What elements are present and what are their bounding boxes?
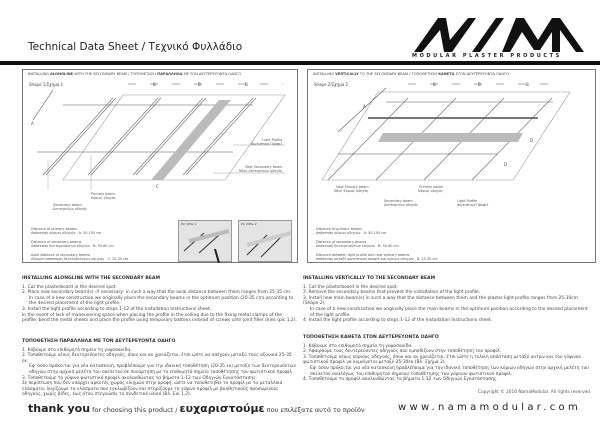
shape-label: Shape 1/Σχήμα 1 xyxy=(29,82,64,87)
copyright: Copyright © 2016 NamaModular. All rights reserved xyxy=(478,390,590,395)
shape-label: Shape 2/Σχήμα 2 xyxy=(314,82,349,87)
label-primary-beam: Primary beam Κύριος οδηγός xyxy=(418,185,443,193)
dim-b: B xyxy=(526,82,529,87)
dim-b: B xyxy=(433,82,436,87)
step: 1. Cut the plasterboard in the desired spot. xyxy=(22,284,117,290)
step: 2. Remove the secondary beams that prevent the installation of the light profile. xyxy=(303,290,481,296)
step: 2. Place new secondary beam(s) -if necessary- in such a way that the axial distance between them ranges from 25-35 cm. xyxy=(22,290,292,296)
instructions-alongline xyxy=(22,276,298,324)
note: In the event of lack of maneuvering space when placing the profile in the ceiling due to the fixing metal clamps of the profile, bend the metal sheets and place the profile using temporary battens instead of screws until joint filler dries (pic 1,2). xyxy=(22,312,297,324)
dim-c: C xyxy=(156,184,159,189)
label-light-profile: Light Profile Φωτιστικό Προφίλ xyxy=(251,138,283,146)
distance-c: Axial distance of secondary beams Αξονική απόσταση δευτερευόντων οδηγών C: 25-35 cm xyxy=(31,253,129,261)
step: 4. Install the light profile according to steps 1-12 of the Installation Instructions sheet. xyxy=(303,318,493,324)
pic-1: Pic 1/Εικ 1 xyxy=(178,220,232,262)
dim-b: B xyxy=(153,82,156,87)
panel-title: INSTALLING VERTICALLY TO THE SECONDARY BEAM / ΤΟΠΟΘΕΤΗΣΗ ΚΑΘΕΤΑ ΣΤΟΝ ΔΕΥΤΕΡΕΥΟΝΤΑ ΟΔΗΓΟ xyxy=(313,72,509,76)
step: 1. Cut the plasterboard in the desired spot. xyxy=(303,284,398,290)
panel-title: INSTALLING ALONGLINE WITH THE SECONDARY BEAM / ΤΟΠΟΘΕΤΗΣΗ ΠΑΡΑΛΛΗΛΑ ΜΕ ΤΟΝ ΔΕΥΤΕΡΕΥΟΝΤΑ ΟΔΗΓΟ xyxy=(28,72,242,76)
step: 3. Install the light profile according to steps 1-12 of the Installation Instructions sheet. xyxy=(22,306,212,312)
section-heading: ΤΟΠΟΘΕΤΗΣΗ ΠΑΡΑΛΛΗΛΑ ΜΕ ΤΟΝ ΔΕΥΤΕΡΕΥΟΝΤΑ ΟΔΗΓΟ xyxy=(22,339,176,344)
note: Σε περίπτωση που δεν υπάρχει αρκετός χώρος ελιγμών στην οροφή, ώστε να τοποθετηθεί το προφίλ με τα μεταλλικά ελάσματα, λυγίζουμε τα ελάσματα που εγκλωβίζουν και στηρίζουμε το γύψινο προφίλ με βοηθητικούς προσωρινούς οδηγούς, χωρίς βίδες, έως ότου στεγνώσει το συνδετικό υλικό (Βλ. Εικ 1,2). xyxy=(22,381,283,398)
label-secondary-beam: Secondary beam Δευτερεύων οδηγός xyxy=(384,199,419,207)
step: 3. Τοποθετούμε νέους κύριους οδηγούς, όπου και αν χρειάζεται, έτσι ώστε η τελική απόσταση μεταξύ αυτών και του γύψινου φωτιστικού προφίλ να κυμαίνεται μεταξύ 25-30εκ (Βλ. Σχήμα 2). xyxy=(303,354,582,366)
ceiling-diagram-2 xyxy=(308,80,597,190)
dim-b: B xyxy=(478,82,481,87)
website-link[interactable]: www.namamodular.com xyxy=(398,402,582,413)
distance-a: Distance of primary beams Απόσταση κύριων οδηγών A: 50-100 cm xyxy=(316,227,387,235)
dim-d: D xyxy=(530,138,534,143)
label-new-secondary-beam: New Secondary beam Νέος δευτερεύων οδηγός xyxy=(239,165,283,173)
instructions-vertical-greek xyxy=(303,335,593,383)
dim-b: B xyxy=(198,82,201,87)
distance-d: Distance between light profile and new primary beams Απόσταση μεταξύ φωτιστικού προφίλ και κύριων οδηγών D: 25-30 cm xyxy=(316,253,438,261)
step: 2. Τοποθετούμε νέους δευτερεύοντες οδηγούς, όπου και αν χρειάζεται, έτσι ώστε να απέχουν μεταξύ τους αξονικά 25-35 εκ. xyxy=(22,353,292,364)
instructions-vertical xyxy=(303,276,593,324)
diagram-panel-alongline xyxy=(22,69,298,263)
step: 1. Κόβουμε στο επιθυμητό σημείο τη γυψοσανίδα. xyxy=(303,343,413,349)
label-secondary-beam: Secondary beam Δευτερεύων οδηγός xyxy=(53,203,88,211)
dim-a: A xyxy=(31,121,34,126)
step: 2. Αφαιρούμε τους δευτερεύοντες οδηγούς που εμποδίζουν στην τοποθέτηση του προφίλ. xyxy=(303,349,502,355)
step-note: Εφ' όσον πρόκειται για νέα κατασκευή, προβλέπουμε για την ιδανική τοποθέτηση (20-35 εκ) μεταξύ των δευτερευόντων οδηγών στην αρχική μελέτη του σκελετού σε συνάρτηση με το επιθυμητό σημείο τοποθέτησης του φωτιστικού προφίλ. xyxy=(29,364,296,375)
step-note: In case of a new construction we originally place the main beams in the optimum position according to the desired placement of the light profile. xyxy=(310,306,588,318)
dim-d: D xyxy=(504,162,508,167)
instructions-alongline-greek xyxy=(22,339,298,398)
document-title: Technical Data Sheet / Τεχνικό Φυλλάδιο xyxy=(28,41,243,53)
dim-a: A xyxy=(363,104,366,109)
section-heading: INSTALLING VERTICALLY TO THE SECONDARY BEAM xyxy=(303,276,436,281)
step: 3. Install new main beam(s) in such a way that the distance between them and the plaster light profile ranges from 25-30cm (Shape 2). xyxy=(303,295,578,307)
pic-2: Pic 2/Εικ 2 xyxy=(238,220,292,262)
distance-b: Distance of secondary beams Απόσταση δευτερευόντων οδηγών B: 50-60 cm xyxy=(31,240,114,248)
label-primary-beam: Primary beam Κύριος οδηγός xyxy=(91,192,116,200)
section-heading: INSTALLING ALONGLINE WITH THE SECONDARY BEAM xyxy=(22,276,161,281)
ceiling-diagram-1 xyxy=(23,80,299,190)
step: 3. Τοποθετούμε το γύψινο φωτιστικό προφίλ ακολουθώντας τα βήματα 1-12 των Οδηγιών Εγκατάστασης. xyxy=(22,375,258,381)
logo-subtitle: MODULAR PLASTER PRODUCTS xyxy=(412,53,562,59)
distance-a: Distance of primary beams Απόσταση κύριων οδηγών A: 50-100 cm xyxy=(31,227,102,235)
step: 4. Τοποθετούμε το προφίλ ακολουθώντας τα βήματα 1-12 των Οδηγιών Εγκατάστασης. xyxy=(303,377,498,383)
step-note: In case of a new construction we originally place the secondary beams in the optimum position (20-35 cm) according to the desired placement of the light profile. xyxy=(29,295,294,307)
distance-b: Distance of secondary beams Απόσταση δευτερευόντων οδηγών B: 50-60 cm xyxy=(316,240,399,248)
thank-you-line: thank you for choosing this product / ευχαριστούμε που επιλέξατε αυτό το προϊόν xyxy=(28,402,365,415)
diagram-panel-vertical xyxy=(307,69,596,263)
step-note: Εφ' όσον πρόκειται για νέα κατασκευή προβλέπουμε για την ιδανική τοποθέτηση των κύριων οδηγών στην αρχική μελέτη του σκελετού αναλόγως του επιθυμητού σημείου τοποθέτησης του γύψινου φωτιστικού προφίλ. xyxy=(310,365,589,377)
dim-b: B xyxy=(245,82,248,87)
step: 1. Κόβουμε στο επιθυμητό σημείο τη γυψοσανίδα. xyxy=(22,347,132,353)
section-heading: ΤΟΠΟΘΕΤΗΣΗ ΚΑΘΕΤΑ ΣΤΟΝ ΔΕΥΤΕΡΕΥΟΝΤΑ ΟΔΗΓΟ xyxy=(303,335,439,340)
label-new-primary-beam: New Primary beam Νέος Κύριος οδηγός xyxy=(334,185,369,193)
header-divider xyxy=(0,61,600,65)
label-light-profile: Light Profile Φωτιστικό Προφίλ xyxy=(457,199,489,207)
